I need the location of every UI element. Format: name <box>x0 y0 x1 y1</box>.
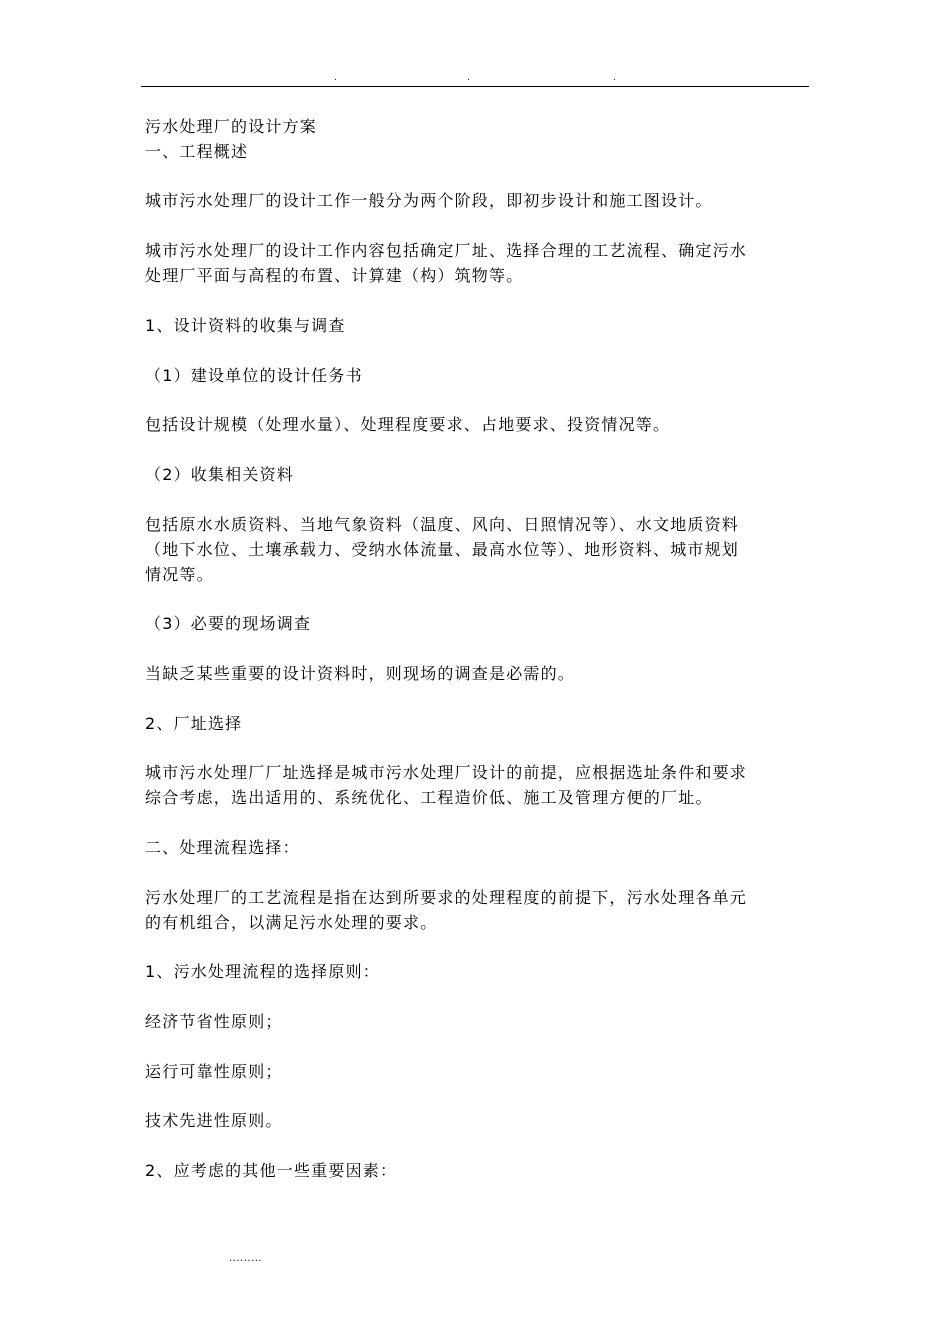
list-item: 运行可靠性原则； <box>145 1062 283 1081</box>
subsection-heading: 1、污水处理流程的选择原则： <box>145 962 380 981</box>
list-item: 技术先进性原则。 <box>145 1111 283 1130</box>
paragraph-line: 城市污水处理厂厂址选择是城市污水处理厂设计的前提，应根据选址条件和要求 <box>145 763 748 782</box>
header-dot: . <box>467 73 470 83</box>
item-heading: （2）收集相关资料 <box>145 465 294 484</box>
subsection-heading: 1、设计资料的收集与调查 <box>145 316 346 335</box>
section-heading: 二、处理流程选择： <box>145 838 300 857</box>
document-title: 污水处理厂的设计方案 <box>145 117 318 136</box>
footer-dots: ......... <box>229 1253 263 1264</box>
item-heading: （1）建设单位的设计任务书 <box>145 366 363 385</box>
header-dot: . <box>613 73 616 83</box>
paragraph-line: 包括原水水质资料、当地气象资料（温度、风向、日照情况等）、水文地质资料 <box>145 515 740 534</box>
paragraph: 城市污水处理厂的设计工作一般分为两个阶段，即初步设计和施工图设计。 <box>145 191 713 210</box>
paragraph-line: 情况等。 <box>145 565 214 584</box>
list-item: 经济节省性原则； <box>145 1012 283 1031</box>
item-heading: （3）必要的现场调查 <box>145 614 312 633</box>
paragraph: 包括设计规模（处理水量）、处理程度要求、占地要求、投资情况等。 <box>145 415 671 434</box>
subsection-heading: 2、厂址选择 <box>145 714 243 733</box>
paragraph-line: 城市污水处理厂的设计工作内容包括确定厂址、选择合理的工艺流程、确定污水 <box>145 241 748 260</box>
paragraph-line: 污水处理厂的工艺流程是指在达到所要求的处理程度的前提下，污水处理各单元 <box>145 888 748 907</box>
paragraph: 当缺乏某些重要的设计资料时，则现场的调查是必需的。 <box>145 664 576 683</box>
paragraph-line: （地下水位、土壤承载力、受纳水体流量、最高水位等）、地形资料、城市规划 <box>145 540 740 559</box>
header-rule <box>141 86 809 87</box>
paragraph-line: 处理厂平面与高程的布置、计算建（构）筑物等。 <box>145 266 524 285</box>
header-dot: . <box>334 73 337 83</box>
subsection-heading: 2、应考虑的其他一些重要因素： <box>145 1161 398 1180</box>
section-heading: 一、工程概述 <box>145 142 249 161</box>
paragraph-line: 综合考虑，选出适用的、系统优化、工程造价低、施工及管理方便的厂址。 <box>145 788 713 807</box>
paragraph-line: 的有机组合，以满足污水处理的要求。 <box>145 913 438 932</box>
